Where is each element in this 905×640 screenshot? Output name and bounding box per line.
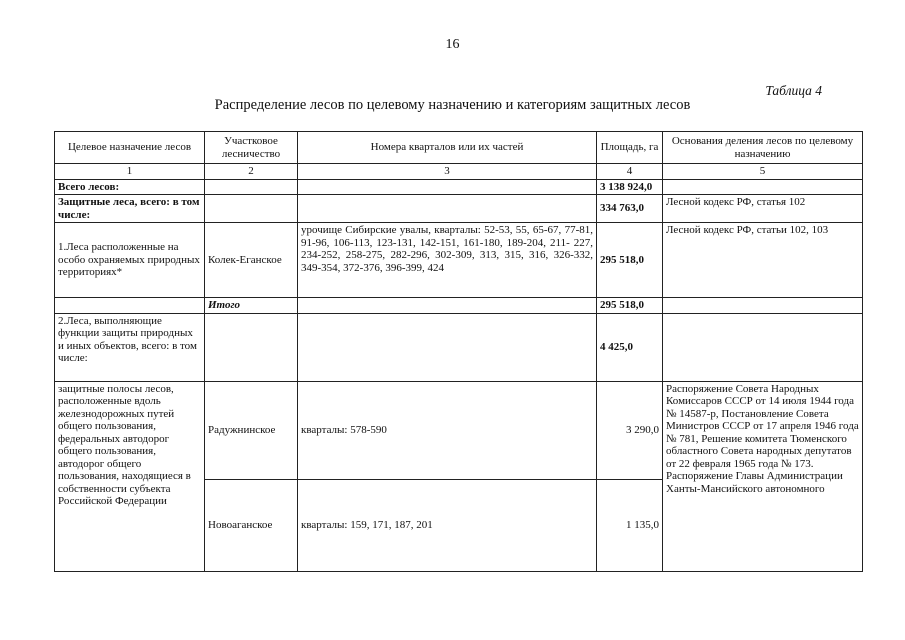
cell-natural-purpose: 2.Леса, выполняющие функции защиты природных и иных объектов, всего: в том числе:	[55, 313, 205, 381]
header-basis: Основания деления лесов по целевому назначению	[663, 132, 863, 164]
table-row-raduzh	[55, 381, 863, 479]
header-purpose: Целевое назначение лесов	[55, 132, 205, 164]
cell-protective-area: 334 763,0	[597, 195, 663, 223]
col-number-3: 3	[298, 164, 597, 180]
cell-protective-purpose: Защитные леса, всего: в том числе:	[55, 195, 205, 223]
cell-pa-area: 295 518,0	[597, 223, 663, 298]
cell-raduzh-area: 3 290,0	[597, 381, 663, 479]
table-label: Таблица 4	[765, 83, 822, 98]
header-quarters: Номера кварталов или их частей	[298, 132, 597, 164]
document-title: Распределение лесов по целевому назначению и категориям защитных лесов	[214, 97, 691, 113]
cell-raduzh-forestry: Радужнинское	[205, 381, 298, 479]
col-number-2: 2	[205, 164, 298, 180]
cell-raduzh-quarters: кварталы: 578-590	[298, 381, 597, 479]
table-row-natural-objects	[55, 313, 863, 381]
col-number-5: 5	[663, 164, 863, 180]
cell-total-purpose: Всего лесов:	[55, 179, 205, 195]
header-area: Площадь, га	[597, 132, 663, 164]
cell-subtotal-label: Итого	[205, 298, 298, 314]
cell-pa-purpose: 1.Леса расположенные на особо охраняемых природных территориях*	[55, 223, 205, 298]
cell-subtotal-area: 295 518,0	[597, 298, 663, 314]
cell-pa-forestry: Колек-Еганское	[205, 223, 298, 298]
forest-distribution-table	[54, 131, 863, 572]
cell-pa-quarters: урочище Сибирские увалы, кварталы: 52-53, 55, 65-67, 77-81, 91-96, 106-113, 123-131, 142-151, 161-180, 189-204, 211- 227, 234-252, 258-275, 282-296, 302-309, 313, 315, 316, 326-332, 349-354, 372-376, 396-399, 424	[298, 223, 597, 298]
page-number: 16	[445, 37, 460, 52]
table-row-subtotal	[55, 298, 863, 314]
cell-pa-basis: Лесной кодекс РФ, статьи 102, 103	[663, 223, 863, 298]
cell-natural-area: 4 425,0	[597, 313, 663, 381]
table-header-row	[55, 132, 863, 164]
header-forestry: Участковое лесничество	[205, 132, 298, 164]
cell-novoag-quarters: кварталы: 159, 171, 187, 201	[298, 479, 597, 571]
table-row-protective	[55, 195, 863, 223]
col-number-1: 1	[55, 164, 205, 180]
cell-strips-basis: Распоряжение Совета Народных Комиссаров СССР от 14 июля 1944 года № 14587-р, Постановление Совета Министров СССР от 17 апреля 1946 года № 781, Решение комитета Тюменского областного Совета народных депутатов от 22 февраля 1965 года № 173. Распоряжение Главы Администрации Ханты-Мансийского автономного	[663, 381, 863, 571]
col-number-4: 4	[597, 164, 663, 180]
column-number-row	[55, 164, 863, 180]
table-row-protected-areas	[55, 223, 863, 298]
cell-total-area: 3 138 924,0	[597, 179, 663, 195]
cell-novoag-forestry: Новоаганское	[205, 479, 298, 571]
cell-novoag-area: 1 135,0	[597, 479, 663, 571]
cell-strips-purpose: защитные полосы лесов, расположенные вдоль железнодорожных путей общего пользования, федеральных автодорог общего пользования, автодорог общего пользования, находящиеся в собственности субъекта Российской Федерации	[55, 381, 205, 571]
table-row-total	[55, 179, 863, 195]
cell-protective-basis: Лесной кодекс РФ, статья 102	[663, 195, 863, 223]
